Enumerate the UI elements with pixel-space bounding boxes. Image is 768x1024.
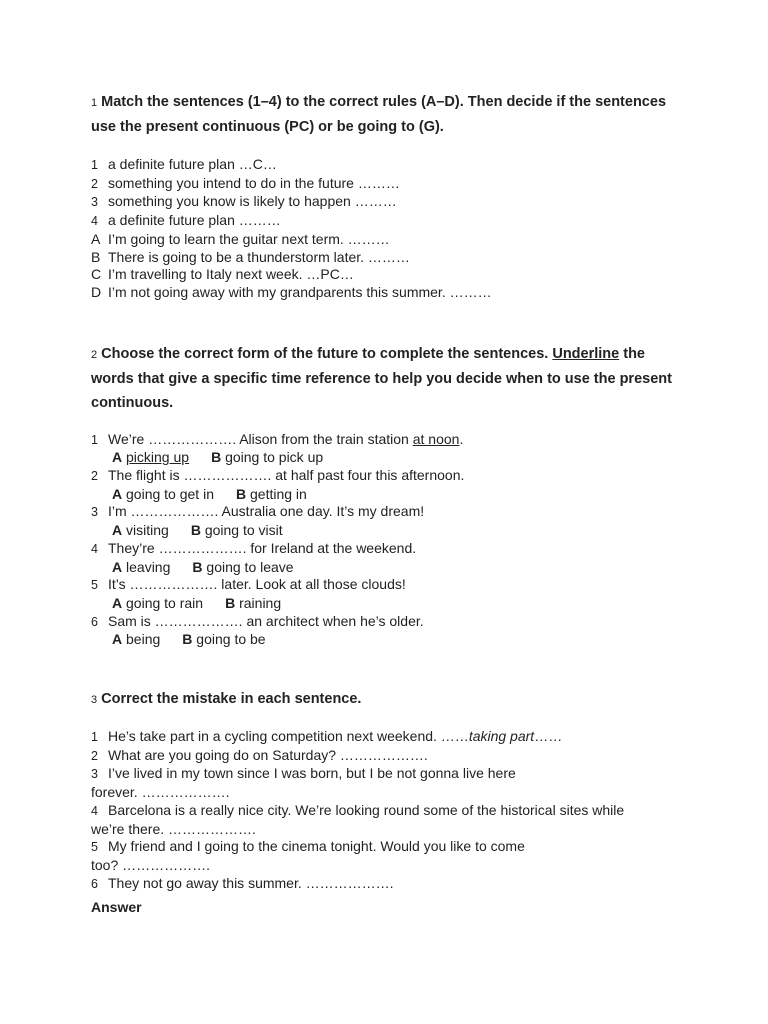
question bbox=[91, 540, 691, 559]
question-text: They’re ………………. for Ireland at the weekend. bbox=[108, 539, 417, 556]
question bbox=[91, 467, 691, 486]
item-text: a definite future plan ……… bbox=[108, 212, 281, 229]
item-text: I’m going to learn the guitar next term. ……… bbox=[108, 230, 390, 247]
item-label: 3 bbox=[91, 195, 98, 210]
item-label: 5 bbox=[91, 840, 98, 855]
item-label: 3 bbox=[91, 505, 98, 520]
question-text: I’m ………………. Australia one day. It’s my dream! bbox=[108, 503, 425, 520]
option-a: picking up bbox=[126, 449, 190, 466]
option-b-letter: B bbox=[182, 631, 193, 648]
question bbox=[91, 431, 691, 450]
exercise-2-instruction bbox=[91, 342, 691, 415]
options bbox=[91, 559, 691, 577]
list-item bbox=[91, 802, 691, 821]
item-label: C bbox=[91, 266, 102, 283]
question-text: . bbox=[459, 430, 464, 447]
item-text: a definite future plan …C… bbox=[108, 156, 277, 172]
question bbox=[91, 503, 691, 522]
question-text: The flight is ………………. at half past four this afternoon. bbox=[108, 467, 465, 484]
option-b-letter: B bbox=[190, 522, 201, 539]
question bbox=[91, 613, 691, 632]
item-label: A bbox=[91, 230, 101, 247]
question-text: We’re ………………. Alison from the train station bbox=[108, 430, 413, 447]
option-a-letter: A bbox=[112, 558, 123, 575]
exercise-1-list bbox=[91, 156, 691, 302]
option-b: going to be bbox=[196, 631, 266, 648]
item-label: 5 bbox=[91, 578, 98, 593]
option-a-letter: A bbox=[112, 485, 123, 502]
exercise-1-instruction bbox=[91, 90, 691, 139]
option-b-letter: B bbox=[192, 558, 203, 575]
option-a-letter: A bbox=[112, 631, 123, 648]
option-a-letter: A bbox=[112, 522, 123, 539]
option-a-letter: A bbox=[112, 449, 123, 466]
item-text: There is going to be a thunderstorm later. ……… bbox=[108, 248, 410, 265]
item-text: What are you going do on Saturday? ………………. bbox=[108, 746, 428, 763]
list-item bbox=[91, 875, 691, 894]
list-item bbox=[91, 747, 691, 766]
option-a: leaving bbox=[126, 558, 171, 575]
question-text: It’s ………………. later. Look at all those clouds! bbox=[108, 576, 406, 593]
list-item bbox=[91, 193, 691, 212]
options bbox=[91, 486, 691, 504]
item-label: D bbox=[91, 283, 102, 300]
instruction-text: the words that give a specific time reference to help you decide when to use the present continuous. bbox=[91, 345, 672, 411]
list-item bbox=[91, 266, 691, 284]
item-text: Barcelona is a really nice city. We’re looking round some of the historical sites while bbox=[108, 801, 625, 818]
option-a: going to get in bbox=[126, 485, 214, 502]
option-a-letter: A bbox=[112, 594, 123, 611]
exercise-1-instruction-text: Match the sentences (1–4) to the correct rules (A–D). Then decide if the sentences use the present continuous (PC) or be going to (G). bbox=[91, 94, 667, 135]
options bbox=[91, 631, 691, 649]
list-item bbox=[91, 156, 691, 175]
item-text: I’ve lived in my town since I was born, but I be not gonna live here bbox=[108, 765, 516, 782]
option-a: being bbox=[126, 631, 161, 648]
exercise-2-number: 2 bbox=[91, 348, 98, 361]
list-item bbox=[91, 231, 691, 249]
item-label: 4 bbox=[91, 803, 98, 818]
item-label: 6 bbox=[91, 876, 98, 891]
item-label: B bbox=[91, 248, 101, 265]
option-b: getting in bbox=[250, 485, 307, 502]
list-item bbox=[91, 284, 691, 302]
exercise-2-list bbox=[91, 431, 691, 649]
option-b: going to visit bbox=[204, 522, 283, 539]
exercise-1-number: 1 bbox=[91, 97, 98, 109]
option-b-letter: B bbox=[211, 449, 222, 466]
instruction-text: Correct the mistake in each sentence. bbox=[101, 691, 362, 708]
answer-heading: Answer bbox=[91, 899, 142, 916]
item-text: I’m not going away with my grandparents this summer. ……… bbox=[108, 283, 492, 300]
option-b: going to leave bbox=[206, 558, 294, 575]
list-item bbox=[91, 728, 691, 747]
item-text: I’m travelling to Italy next week. …PC… bbox=[108, 266, 354, 283]
item-label: 2 bbox=[91, 469, 98, 484]
item-text: They not go away this summer. ………………. bbox=[108, 874, 394, 891]
item-label: 2 bbox=[91, 176, 98, 191]
item-text: something you intend to do in the future ……… bbox=[108, 174, 400, 191]
list-item bbox=[91, 249, 691, 267]
item-label: 1 bbox=[91, 432, 98, 447]
item-text: He’s take part in a cycling competition next weekend. …… bbox=[108, 728, 469, 745]
option-b-letter: B bbox=[225, 594, 236, 611]
list-item-continuation: forever. ………………. bbox=[91, 784, 230, 801]
list-item bbox=[91, 175, 691, 194]
option-a: going to rain bbox=[126, 594, 204, 611]
list-item-continuation: too? ………………. bbox=[91, 856, 211, 873]
exercise-3-instruction bbox=[91, 687, 691, 712]
option-b-letter: B bbox=[235, 485, 247, 502]
item-label: 3 bbox=[91, 767, 98, 782]
list-item bbox=[91, 838, 691, 857]
options bbox=[91, 595, 691, 613]
list-item bbox=[91, 212, 691, 231]
question-text: Sam is ………………. an architect when he’s older. bbox=[108, 612, 424, 629]
option-b: going to pick up bbox=[225, 449, 324, 466]
instruction-underlined: Underline bbox=[552, 345, 620, 362]
item-label: 6 bbox=[91, 614, 98, 629]
item-text: …… bbox=[534, 728, 563, 745]
item-label: 4 bbox=[91, 541, 98, 556]
item-text: something you know is likely to happen ……… bbox=[108, 193, 397, 210]
instruction-text: Choose the correct form of the future to complete the sentences. bbox=[101, 345, 553, 362]
question bbox=[91, 576, 691, 595]
item-label: 4 bbox=[91, 214, 98, 229]
item-text: My friend and I going to the cinema tonight. Would you like to come bbox=[108, 838, 525, 855]
options bbox=[91, 522, 691, 540]
option-a: visiting bbox=[126, 522, 169, 539]
example-answer: taking part bbox=[468, 728, 535, 745]
worksheet bbox=[91, 90, 691, 917]
item-label: 2 bbox=[91, 748, 98, 763]
options bbox=[91, 449, 691, 467]
item-label: 1 bbox=[91, 730, 98, 745]
exercise-3-number: 3 bbox=[91, 694, 98, 707]
time-reference: at noon bbox=[412, 430, 460, 447]
list-item-continuation: we’re there. ………………. bbox=[91, 820, 256, 837]
option-b: raining bbox=[239, 594, 282, 611]
exercise-3-list bbox=[91, 728, 691, 917]
list-item bbox=[91, 765, 691, 784]
item-label: 1 bbox=[91, 158, 98, 172]
